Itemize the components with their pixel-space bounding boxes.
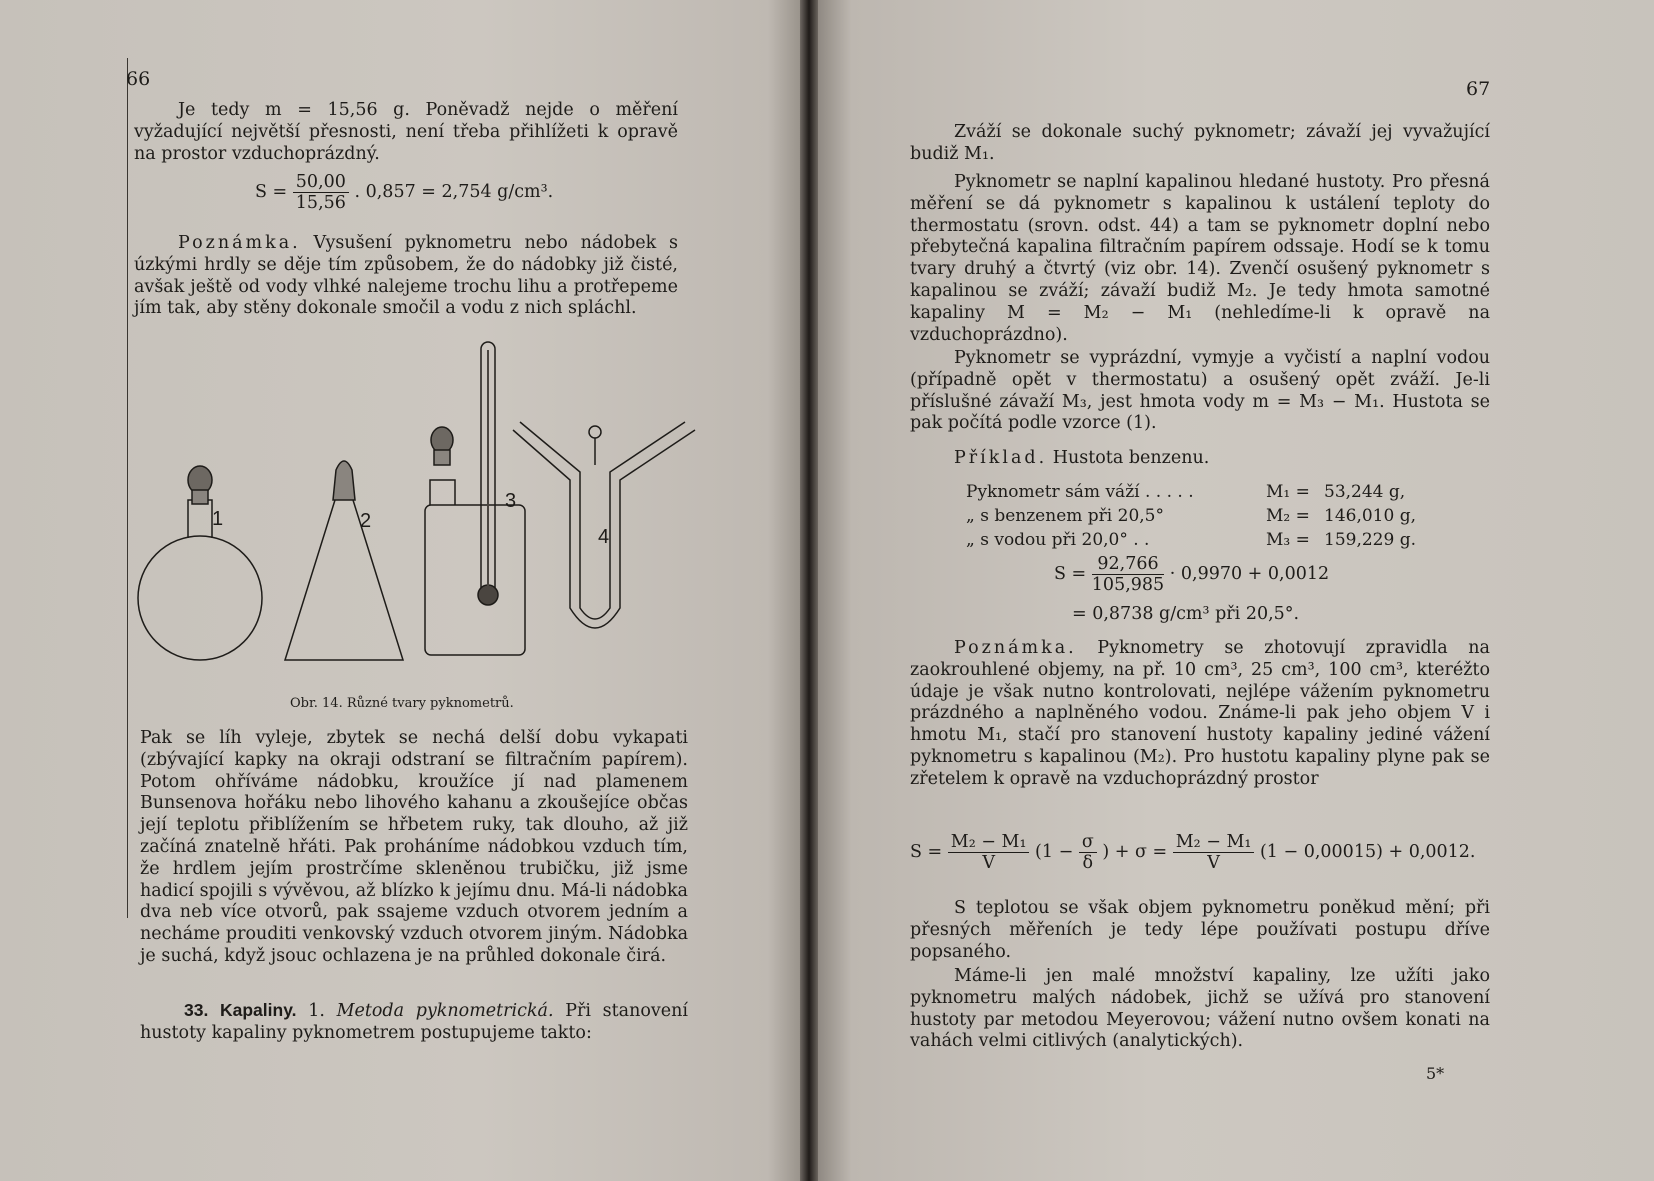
- paragraph: Je tedy m = 15,56 g. Poněvadž nejde o měření vyžadující největší přesnosti, není třeba přihlížeti k opravě na prostor vzduchoprázdný.: [134, 100, 678, 164]
- paragraph: Pyknometr se vyprázdní, vymyje a vyčistí a naplní vodou (případně opět v thermostatu) a osušený opět zváží. Je-li příslušné závaží M₃, jest hmota vody m = M₃ − M₁. Hustota se pak počítá podle vzorce (1).: [910, 348, 1490, 434]
- note-text: Vysušení pyknometru nebo nádobek s úzkými hrdly se děje tím způsobem, že do nádobky již čisté, avšak ještě od vody vlhké nalejeme trochu lihu a protřepeme jím tak, aby stěny dokonale smočil a vodu z nich spláchl.: [134, 233, 678, 319]
- section-title: Kapaliny.: [220, 1000, 297, 1020]
- section-33: 33. Kapaliny. 1. Metoda pyknometrická. Při stanovení hustoty kapaliny pyknometrem postupujeme takto:: [140, 1000, 688, 1043]
- figure-label-3: 3: [505, 490, 517, 512]
- paragraph: Máme-li jen malé množství kapaliny, lze užíti jako pyknometru malých nádobek, jichž se užívá pro stanovení hustoty par metodou Meyerovou; vážení nutno ovšem konati na vahách velmi citlivých (analytických).: [910, 966, 1490, 1052]
- flask-3-stopper: [431, 427, 453, 453]
- paragraph: Zváží se dokonale suchý pyknometr; závaží jej vyvažující budiž M₁.: [910, 122, 1490, 164]
- figure-label-4: 4: [598, 526, 610, 548]
- flask-1-bulb: [138, 536, 262, 660]
- book-gutter: [800, 0, 818, 1181]
- equation: S = $\frac{\text{M₂ − M₁}}{V}$ (1 − $\frac{\sigma}{\delta}$ ) + σ = $\frac{\text{M₂ − M₁}}{V}$ (1 − 0,00015) + 0,0012.: [910, 832, 1476, 873]
- right-page: [818, 0, 1654, 1181]
- page-number: 66: [126, 68, 151, 90]
- note-text: Pyknometry se zhotovují zpravidla na zaokrouhlené objemy, na př. 10 cm³, 25 cm³, 100 cm³, kteréžto údaje je však nutno kontrolovati, nejlépe vážením pyknometru prázdného a naplněného vodou. Známe-li pak jeho objem V i hmotu M₁, stačí pro stanovení hustoty kapaliny jediné vážení pyknometru s kapalinou (M₂). Pro hustotu kapaliny plyne pak se zřetelem k opravě na vzduchoprázdný prostor: [910, 638, 1490, 789]
- table-row: „ s vodou při 20,0° . . M₃ = 159,229 g.: [966, 530, 1416, 550]
- note-label: Poznámka.: [178, 233, 301, 253]
- flask-3-body: [425, 505, 525, 655]
- equation: S = $\frac{50,00}{15,56}$ . 0,857 = 2,754 g/cm³.: [255, 172, 554, 213]
- note-label: Poznámka.: [954, 638, 1077, 658]
- note: [134, 233, 678, 320]
- section-number: 33.: [184, 1000, 209, 1020]
- equation-result: = 0,8738 g/cm³ při 20,5°.: [1072, 604, 1300, 624]
- section-method: Metoda pyknometrická.: [336, 1001, 554, 1021]
- equation: S = $\frac{92,766}{105,985}$ · 0,9970 + 0,0012: [1054, 554, 1330, 595]
- flask-3-neck: [430, 480, 455, 505]
- pycnometer-figure: [125, 330, 725, 680]
- note: [910, 638, 1490, 791]
- figure-label-2: 2: [360, 510, 372, 532]
- utube-hook: [589, 426, 601, 438]
- paragraph: Pak se líh vyleje, zbytek se nechá delší dobu vykapati (zbývající kapky na okraji odstraní se filtračním papírem). Potom ohříváme nádobku, kroužíce jí nad plamenem Bunsenova hořáku nebo lihového kahanu a zkoušejíce občas její teplotu přiblížením se hřbetem ruky, tak dlouho, až již začíná znatelně hřáti. Pak proháníme nádobkou vzduch tím, že hrdlem jejím prostrčíme skleněnou trubičku, již jsme hadicí spojili s vývěvou, až blízko k jejímu dnu. Má-li nádobka dva neb více otvorů, pak ssajeme vzduch otvorem jedním a necháme prouditi venkovský vzduch otvorem jiným. Nádobka je suchá, když jsouc ochlazena je na průhled dokonale čirá.: [140, 728, 688, 966]
- left-page: [0, 0, 800, 1181]
- example: [910, 448, 1490, 470]
- flask-1-neck: [188, 500, 212, 538]
- figure-caption: Obr. 14. Různé tvary pyknometrů.: [290, 696, 514, 711]
- table-row: Pyknometr sám váží . . . . . M₁ = 53,244 g,: [966, 482, 1406, 502]
- example-title: Hustota benzenu.: [1052, 448, 1210, 468]
- flask-2-cone: [285, 500, 403, 660]
- flask-2-stopper: [333, 461, 355, 500]
- paragraph: S teplotou se však objem pyknometru poněkud mění; při přesných měřeních je tedy lépe používati postupu dříve popsaného.: [910, 898, 1490, 962]
- page-number: 67: [1466, 78, 1491, 100]
- figure-label-1: 1: [212, 508, 224, 530]
- utube-inner: [520, 422, 685, 619]
- paragraph: Pyknometr se naplní kapalinou hledané hustoty. Pro přesná měření se dá pyknometr s kapalinou k ustálení teploty do thermostatu (srovn. odst. 44) a tam se pyknometr doplní nebo přebytečná kapalina filtračním papírem odssaje. Hodí se k tomu tvary druhý a čtvrtý (viz obr. 14). Zvenčí osušený pyknometr s kapalinou se zváží; závaží budiž M₂. Je tedy hmota samotné kapaliny M = M₂ − M₁ (nehledíme-li k opravě na vzduchoprázdno).: [910, 172, 1490, 345]
- example-label: Příklad.: [954, 448, 1048, 468]
- table-row: „ s benzenem při 20,5° M₂ = 146,010 g,: [966, 506, 1416, 526]
- signature-mark: 5*: [1426, 1064, 1445, 1083]
